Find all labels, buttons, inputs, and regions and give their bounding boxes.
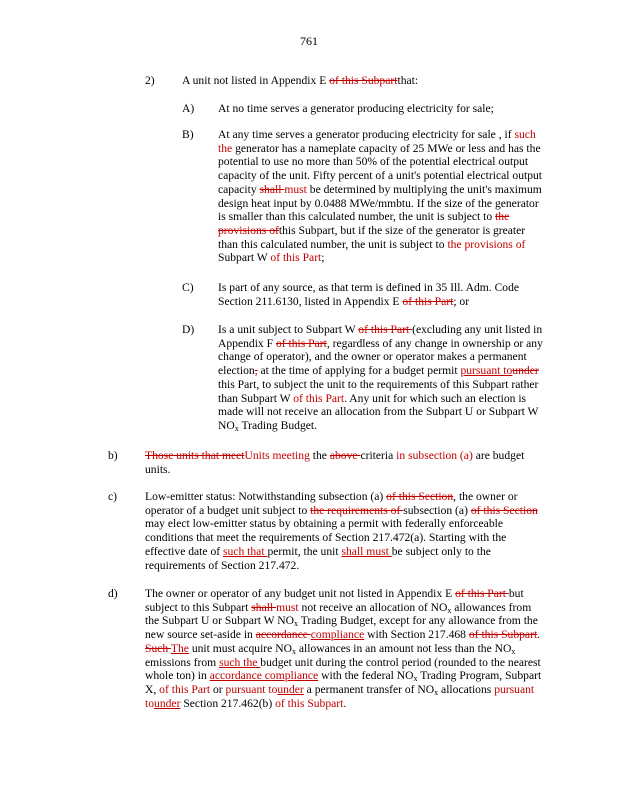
item-label: D) [182, 323, 195, 336]
text-run: unit must acquire NO [188, 641, 292, 655]
inserted-text: The [170, 641, 189, 655]
text-run: a permanent transfer of NO [303, 682, 435, 696]
inserted-text: must [276, 600, 299, 614]
text-run: A unit not listed in Appendix E [182, 74, 330, 87]
text-run: are budget units. [145, 449, 525, 476]
text-run: Trading Program, Subpart X, [145, 669, 542, 696]
text-run: or [210, 682, 226, 696]
inserted-text: under [154, 696, 181, 710]
item-text [182, 74, 542, 88]
inserted-text: pursuant to [145, 682, 535, 710]
item-label: A) [182, 102, 195, 115]
subscript-text: x [447, 605, 452, 615]
inserted-text: must [284, 182, 307, 196]
text-run: . Any unit for which such an election is made will not receive an allocation from the Subpart U or Subpart W NO [218, 391, 539, 432]
deleted-text: shall [259, 182, 285, 196]
inserted-text: of this Part [159, 682, 211, 696]
text-run: with Section 217.468 [364, 628, 469, 642]
text-run: , the owner or operator of a budget unit subject to [145, 490, 518, 517]
deleted-text: Those units that meet [145, 449, 245, 462]
item-text [218, 128, 548, 265]
text-run: subsection (a) [403, 503, 471, 517]
inserted-text: such that [223, 544, 268, 558]
inserted-text: accordance compliance [209, 669, 319, 683]
deleted-text: the provisions of [218, 210, 510, 237]
text-run: this Part, to subject the unit to the requirements of this Subpart rather than Subpart W [218, 377, 539, 405]
deleted-text: shall [251, 600, 277, 614]
inserted-text: pursuant to [225, 682, 278, 696]
text-run: permit, the unit [267, 544, 342, 558]
text-run: that: [397, 74, 419, 87]
deleted-text: of this Part [402, 294, 454, 308]
inserted-text: such the [219, 655, 261, 669]
text-run: be subject only to the requirements of Section 217.472. [145, 544, 491, 572]
text-run: Is a unit subject to Subpart W [218, 323, 359, 336]
inserted-text: under [277, 682, 304, 696]
text-run: ; [321, 251, 325, 265]
text-run: . [537, 628, 541, 642]
text-run: not receive an allocation of NO [298, 600, 448, 614]
inserted-text: compliance [310, 628, 365, 642]
inserted-text: pursuant to [460, 364, 513, 378]
text-run: this Subpart, but if the size of the generator is greater than this calculated number, the unit is subject to [218, 223, 526, 251]
deleted-text: of this Section [470, 503, 538, 517]
text-run: Trading Budget, except for any allowance from the new source set-aside in [145, 614, 538, 642]
item-label: 2) [145, 74, 155, 87]
deleted-text: of this Subpart [329, 74, 398, 87]
text-run: with the federal NO [318, 669, 414, 683]
subscript-text: x [294, 619, 298, 629]
text-run: Is part of any source, as that term is defined in 35 Ill. Adm. Code Section 211.6130, listed in Appendix E [218, 281, 520, 308]
inserted-text: of this Part [270, 251, 322, 265]
subscript-text: x [511, 646, 516, 656]
item-label: B) [182, 128, 194, 141]
inserted-text: the provisions of [447, 237, 526, 251]
text-run: budget unit during the control period (rounded to the nearest whole ton) in [145, 655, 541, 683]
inserted-text: of this Subpart [275, 696, 344, 710]
subscript-text: x [291, 646, 296, 656]
inserted-text: in subsection (a) [396, 449, 476, 462]
text-run: Trading Budget. [238, 418, 318, 432]
item-text [218, 281, 548, 308]
text-run: At no time serves a generator producing electricity for sale; [218, 102, 494, 115]
text-run: but subject to this Subpart [145, 587, 524, 614]
subscript-text: x [234, 423, 239, 433]
text-run: emissions from [145, 655, 220, 669]
deleted-text: of this Section [386, 490, 454, 503]
text-run: At any time serves a generator producing electricity for sale , if [218, 128, 515, 141]
item-text [145, 449, 545, 476]
text-run: may elect low-emitter status by obtaining a permit with federally enforceable conditions that meet the requirements of Section 217.472(a). Starting with the effective date of [145, 517, 507, 558]
deleted-text: accordance [255, 628, 311, 642]
text-run: The owner or operator of any budget unit not listed in Appendix E [145, 587, 456, 600]
deleted-text: the requirements of [310, 503, 404, 517]
deleted-text: above [329, 449, 361, 462]
text-run: be determined by multiplying the unit's maximum design heat input by 0.0488 MWe/mmbtu. If the size of the generator is smaller than this calculated number, the unit is subject to [218, 182, 542, 224]
text-run: generator has a nameplate capacity of 25 MWe or less and has the potential to use no more than 50% of the potential electrical output capacity of the unit. Fifty percent of a unit's potential electrical output capacity [218, 141, 543, 196]
item-label: c) [108, 490, 118, 503]
deleted-text: of this Subpart [468, 628, 538, 642]
text-run: allowances in an amount not less than the NO [295, 641, 512, 655]
inserted-text: shall must [341, 544, 392, 558]
text-run: . [343, 696, 347, 710]
text-run: criteria [360, 449, 397, 462]
text-run: Section 217.462(b) [180, 696, 276, 710]
item-label: b) [108, 449, 118, 462]
item-text [218, 323, 548, 433]
text-run: Low-emitter status: Notwithstanding subsection (a) [145, 490, 387, 503]
text-run: Subpart W [218, 251, 271, 265]
item-text [145, 490, 545, 572]
page-number: 761 [300, 34, 318, 48]
deleted-text: Such [145, 641, 171, 655]
deleted-text: of this Part [275, 336, 327, 350]
subscript-text: x [434, 687, 439, 697]
item-text [145, 587, 545, 710]
text-run: allocations [438, 682, 495, 696]
text-run: , regardless of any change in ownership or any change of operator), and the owner or operator makes a permanent election [218, 336, 543, 378]
deleted-text: under [512, 364, 539, 378]
subscript-text: x [413, 674, 418, 684]
text-run: (excluding any unit listed in Appendix F [218, 323, 543, 350]
text-run: the [312, 449, 330, 462]
inserted-text: Units meeting [244, 449, 313, 462]
item-label: d) [108, 587, 118, 600]
text-run: allowances from the Subpart U or Subpart W NO [145, 600, 532, 628]
deleted-text: , [254, 364, 258, 378]
deleted-text: of this Part [358, 323, 413, 336]
inserted-text: such the [218, 128, 536, 155]
text-run: at the time of applying for a budget permit [257, 364, 461, 378]
inserted-text: of this Part [293, 391, 345, 405]
item-text [218, 102, 548, 116]
item-label: C) [182, 281, 194, 294]
deleted-text: of this Part [455, 587, 509, 600]
text-run: ; or [453, 294, 470, 308]
